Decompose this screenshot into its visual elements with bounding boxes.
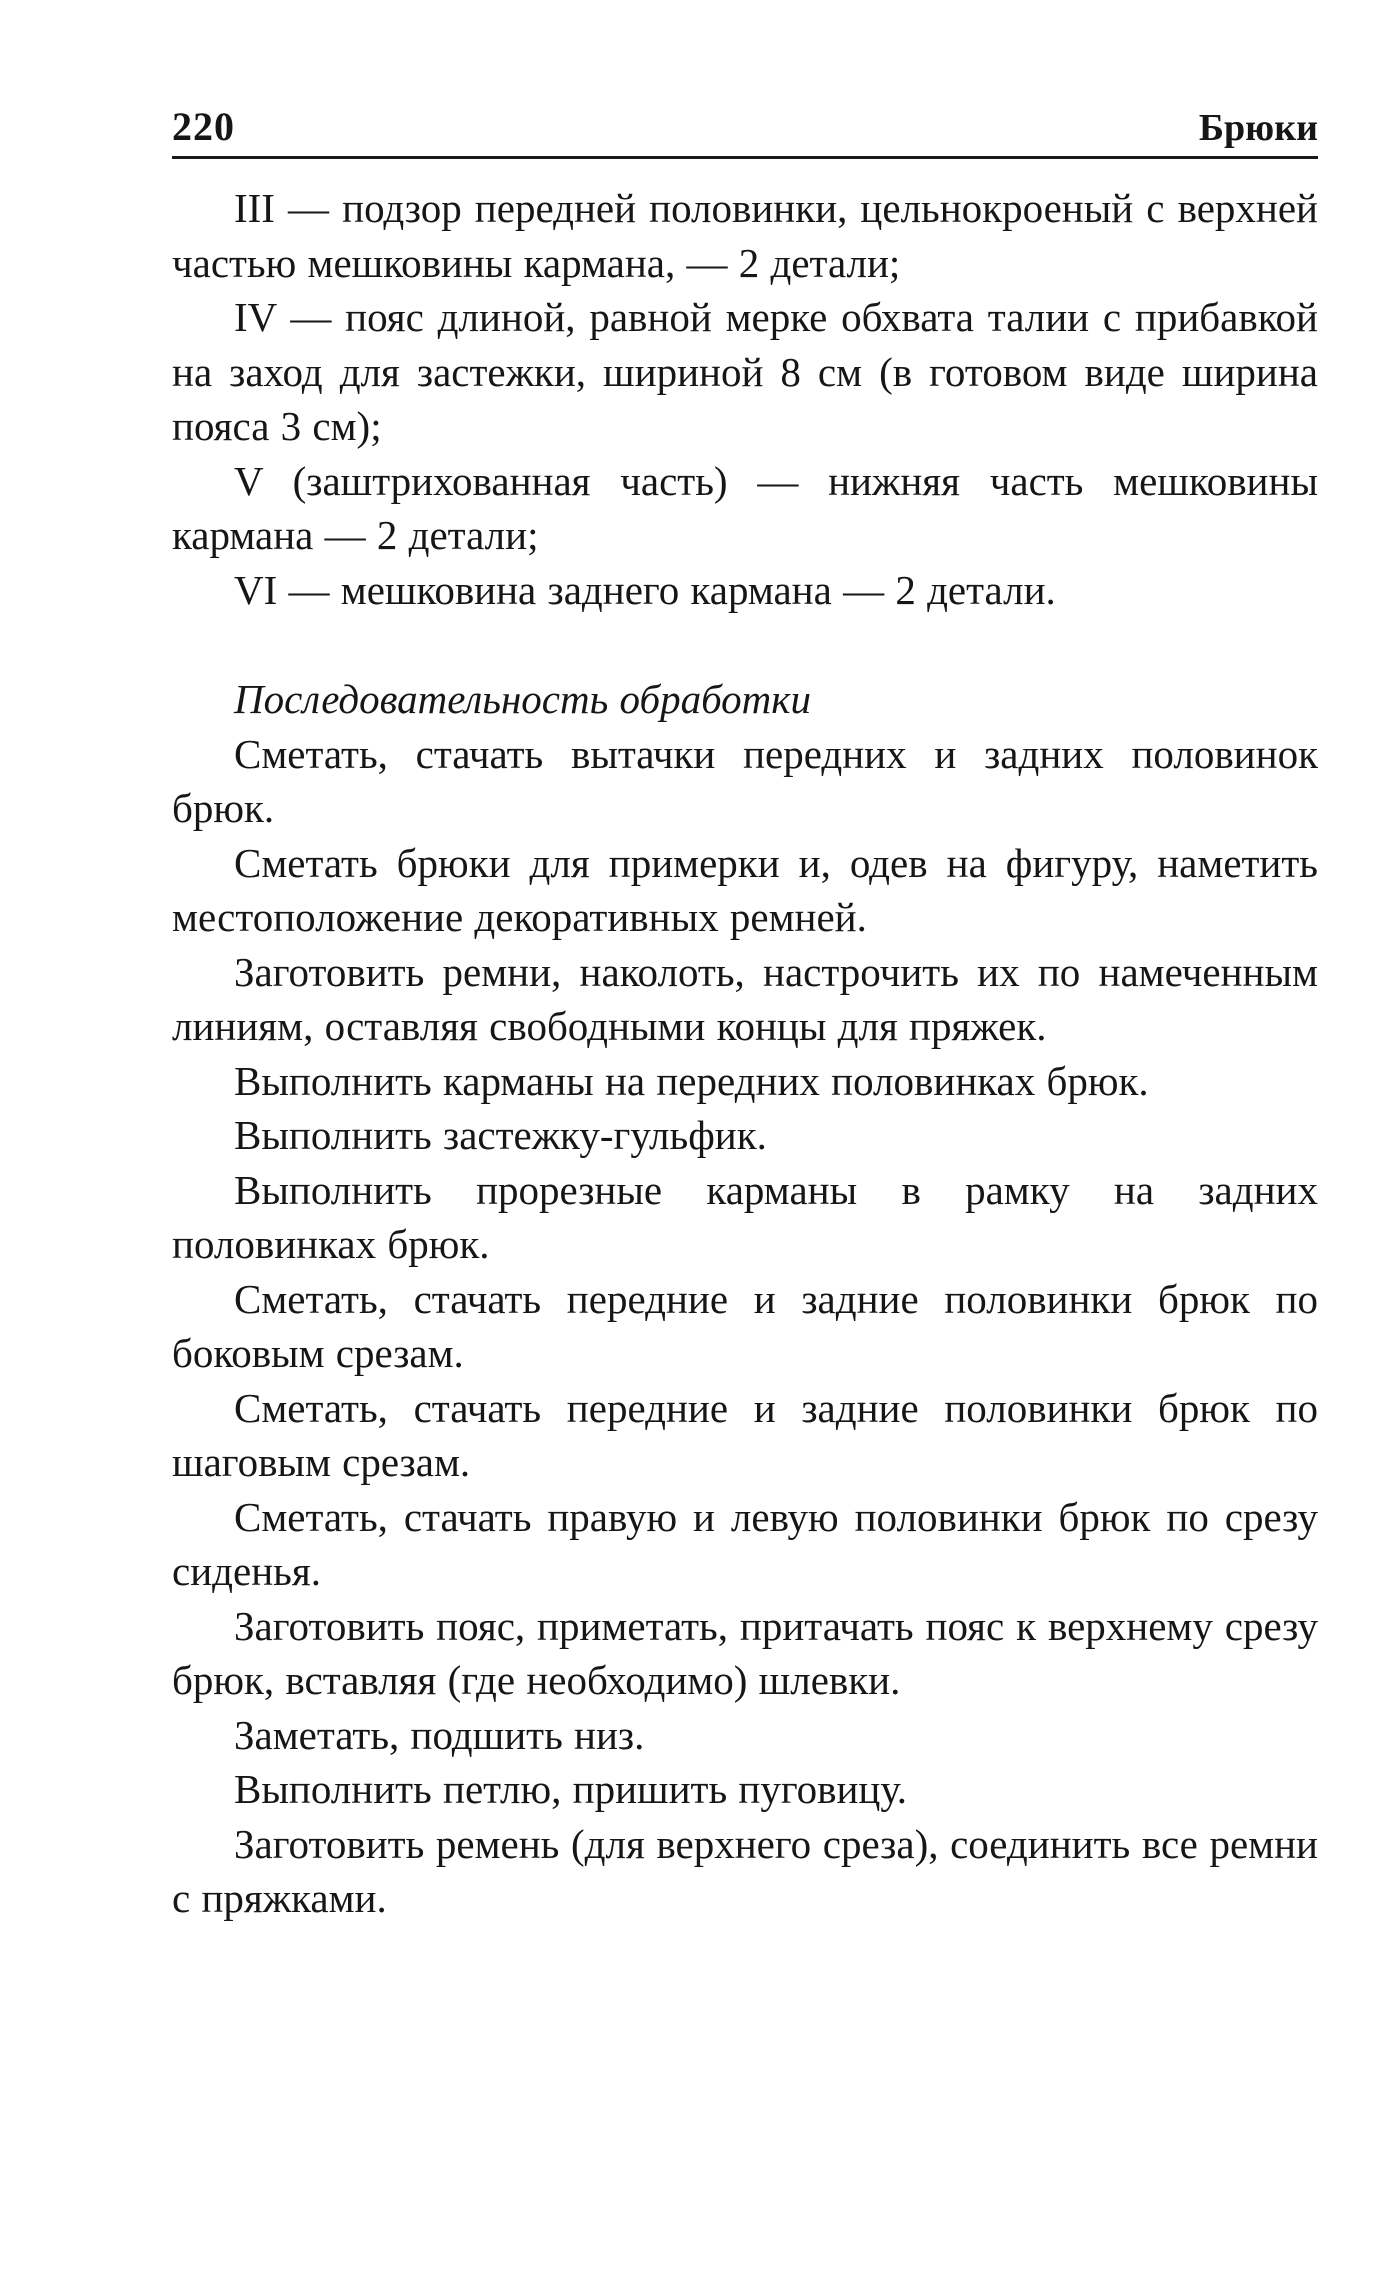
page-number: 220 — [172, 104, 235, 149]
procedure-step: Выполнить прорезные карманы в рамку на задних половинках брюк. — [172, 1166, 1318, 1267]
procedure-step: Сметать, стачать передние и задние половинки брюк по боковым срезам. — [172, 1275, 1318, 1376]
procedure-step: Сметать, стачать правую и левую половинки брюк по срезу сиденья. — [172, 1493, 1318, 1594]
procedure-step: Сметать, стачать передние и задние половинки брюк по шаговым срезам. — [172, 1384, 1318, 1485]
running-header — [172, 100, 1318, 159]
section-heading: Последовательность обработки — [234, 676, 811, 722]
procedure-step: Выполнить застежку-гульфик. — [234, 1112, 767, 1158]
parts-list-item: IV — пояс длиной, равной мерке обхвата талии с прибавкой на заход для застежки, шириной 8 см (в готовом виде ширина пояса 3 см); — [172, 294, 1318, 449]
procedure-step: Заметать, подшить низ. — [234, 1711, 645, 1758]
procedure-step: Сметать, стачать вытачки передних и задних половинок брюк. — [172, 730, 1318, 831]
parts-list-item: V (заштрихованная часть) — нижняя часть мешковины кармана — 2 детали; — [172, 457, 1318, 558]
book-page — [172, 100, 1318, 1926]
procedure-step: Выполнить карманы на передних половинках брюк. — [234, 1057, 1149, 1104]
procedure-step: Заготовить ремень (для верхнего среза), соединить все ремни с пряжками. — [172, 1820, 1318, 1921]
parts-list-item: III — подзор передней половинки, цельнокроеный с верхней частью мешковины кармана, — 2 детали; — [172, 185, 1318, 286]
procedure-step: Выполнить петлю, пришить пуговицу. — [234, 1766, 908, 1812]
procedure-step: Сметать брюки для примерки и, одев на фигуру, наметить местоположение декоративных ремней. — [172, 839, 1318, 940]
page-body — [172, 181, 1318, 1926]
procedure-step: Заготовить ремни, наколоть, настрочить их по намеченным линиям, оставляя свободными концы для пряжек. — [172, 948, 1318, 1049]
parts-list-item: VI — мешковина заднего кармана — 2 детали. — [234, 566, 1056, 613]
chapter-title: Брюки — [1198, 107, 1318, 149]
procedure-step: Заготовить пояс, приметать, притачать пояс к верхнему срезу брюк, вставляя (где необходимо) шлевки. — [172, 1602, 1318, 1703]
